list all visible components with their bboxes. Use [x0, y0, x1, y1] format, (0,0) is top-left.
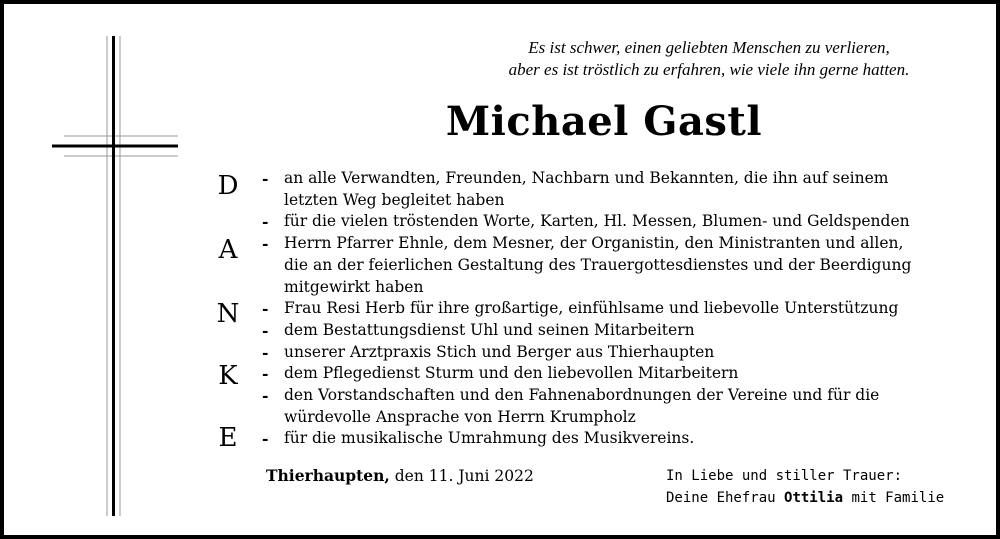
list-item	[262, 233, 972, 298]
bullet-dash: -	[262, 342, 269, 362]
bullet-dash: -	[262, 386, 269, 406]
list-item-text: Herrn Pfarrer Ehnle, dem Mesner, der Organistin, den Ministranten und allen, die an der feierlichen Gestaltung des Trauergottesdienstes und der Beerdigung mitgewirkt haben	[284, 234, 912, 296]
bullet-dash: -	[262, 364, 269, 384]
list-item-text: an alle Verwandten, Freunden, Nachbarn und Bekannten, die ihn auf seinem letzten Weg begleitet haben	[284, 169, 889, 209]
quote	[444, 37, 974, 81]
bullet-dash: -	[262, 299, 269, 319]
danke-letter-a: A	[218, 235, 238, 265]
bullet-dash: -	[262, 212, 269, 232]
list-item-text: unserer Arztpraxis Stich und Berger aus Thierhaupten	[284, 342, 715, 361]
widow-name: Ottilia	[784, 490, 844, 506]
family-line	[666, 487, 986, 509]
danke-letter-e: E	[218, 423, 238, 453]
quote-line-1: Es ist schwer, einen geliebten Menschen zu verlieren,	[528, 38, 890, 57]
bullet-dash: -	[262, 169, 269, 188]
list-item-text: dem Bestattungsdienst Uhl und seinen Mitarbeitern	[284, 320, 695, 339]
danke-letter-k: K	[218, 361, 238, 391]
closing-signature	[666, 465, 986, 509]
list-item	[262, 342, 972, 364]
place-and-date	[266, 465, 534, 487]
bullet-dash: -	[262, 320, 269, 340]
cross-icon	[52, 36, 178, 516]
list-item	[262, 385, 972, 428]
bullet-dash: -	[262, 429, 269, 449]
list-item-text: für die vielen tröstenden Worte, Karten, Hl. Messen, Blumen- und Geldspenden	[284, 212, 910, 231]
list-item	[262, 168, 972, 211]
list-item	[262, 428, 972, 450]
date: den 11. Juni 2022	[389, 467, 534, 485]
list-item-text: für die musikalische Umrahmung des Musikvereins.	[284, 429, 695, 448]
list-item-text: dem Pflegedienst Sturm und den liebevollen Mitarbeitern	[284, 364, 739, 383]
family-suffix: mit Familie	[843, 490, 945, 506]
family-prefix: Deine Ehefrau	[666, 490, 785, 506]
list-item	[262, 320, 972, 342]
danke-letter-n: N	[216, 299, 240, 329]
list-item-text: Frau Resi Herb für ihre großartige, einfühlsame und liebevolle Unterstützung	[284, 299, 899, 318]
list-item	[262, 211, 972, 233]
list-item-text: den Vorstandschaften und den Fahnenabordnungen der Vereine und für die würdevolle Ansprache von Herrn Krumpholz	[284, 386, 880, 426]
list-item	[262, 298, 972, 320]
quote-line-2: aber es ist tröstlich zu erfahren, wie viele ihn gerne hatten.	[508, 60, 910, 79]
thanks-list	[262, 168, 972, 450]
list-item	[262, 363, 972, 385]
bullet-dash: -	[262, 234, 269, 254]
deceased-name: Michael Gastl	[445, 98, 763, 145]
danke-letter-d: D	[217, 171, 239, 201]
place: Thierhaupten,	[266, 466, 390, 485]
mourning-line: In Liebe und stiller Trauer:	[666, 468, 903, 484]
